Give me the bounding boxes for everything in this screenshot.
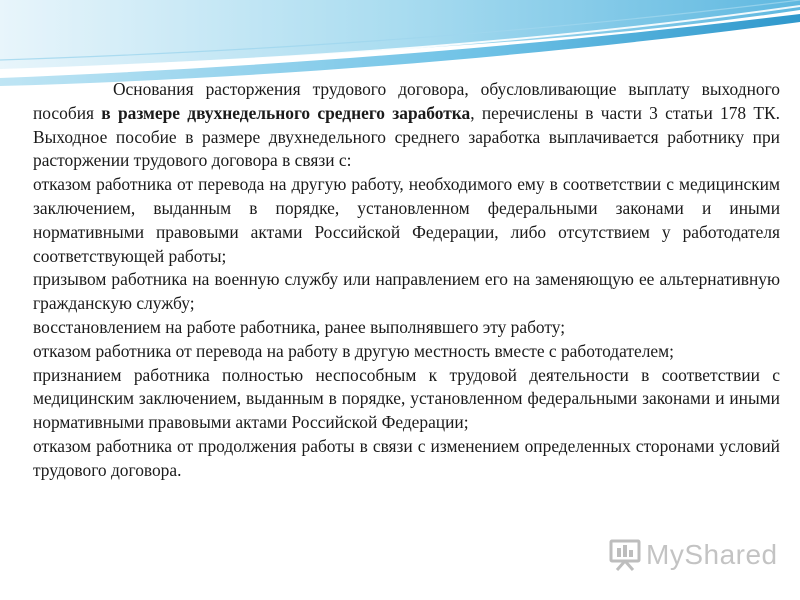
- watermark: [608, 536, 778, 574]
- presentation-board-icon: [608, 538, 642, 572]
- lead-paragraph: Основания расторжения трудового договора, обусловливающие выплату выходного пособия в размере двухнедельного среднего заработка, перечислены в части 3 статьи 178 ТК. Выходное пособие в размере двухнедельного среднего заработка выплачивается работнику при расторжении трудового договора в связи с:: [33, 79, 780, 171]
- list-item: восстановлением на работе работника, ранее выполнявшего эту работу;: [33, 316, 566, 337]
- bold-phrase: в размере двухнедельного среднего заработка: [101, 102, 471, 123]
- list-item: призывом работника на военную службу или направлением его на заменяющую ее альтернативную гражданскую службу;: [33, 269, 780, 314]
- watermark-text: MyShared: [646, 539, 778, 570]
- list-item: признанием работника полностью неспособным к трудовой деятельности в соответствии с медицинским заключением, выданным в порядке, установленном федеральными законами и иными нормативными правовыми актами Российской Федерации;: [33, 364, 780, 433]
- main-text: [33, 78, 780, 483]
- list-item: отказом работника от продолжения работы в связи с изменением определенных сторонами условий трудового договора.: [33, 435, 780, 480]
- list-item: отказом работника от перевода на другую работу, необходимого ему в соответствии с медицинским заключением, выданным в порядке, установленном федеральными законами и иными нормативными правовыми актами Российской Федерации, либо отсутствием у работодателя соответствующей работы;: [33, 174, 780, 266]
- list-item: отказом работника от перевода на работу в другую местность вместе с работодателем;: [33, 340, 674, 361]
- header-wave-decoration: [0, 0, 800, 90]
